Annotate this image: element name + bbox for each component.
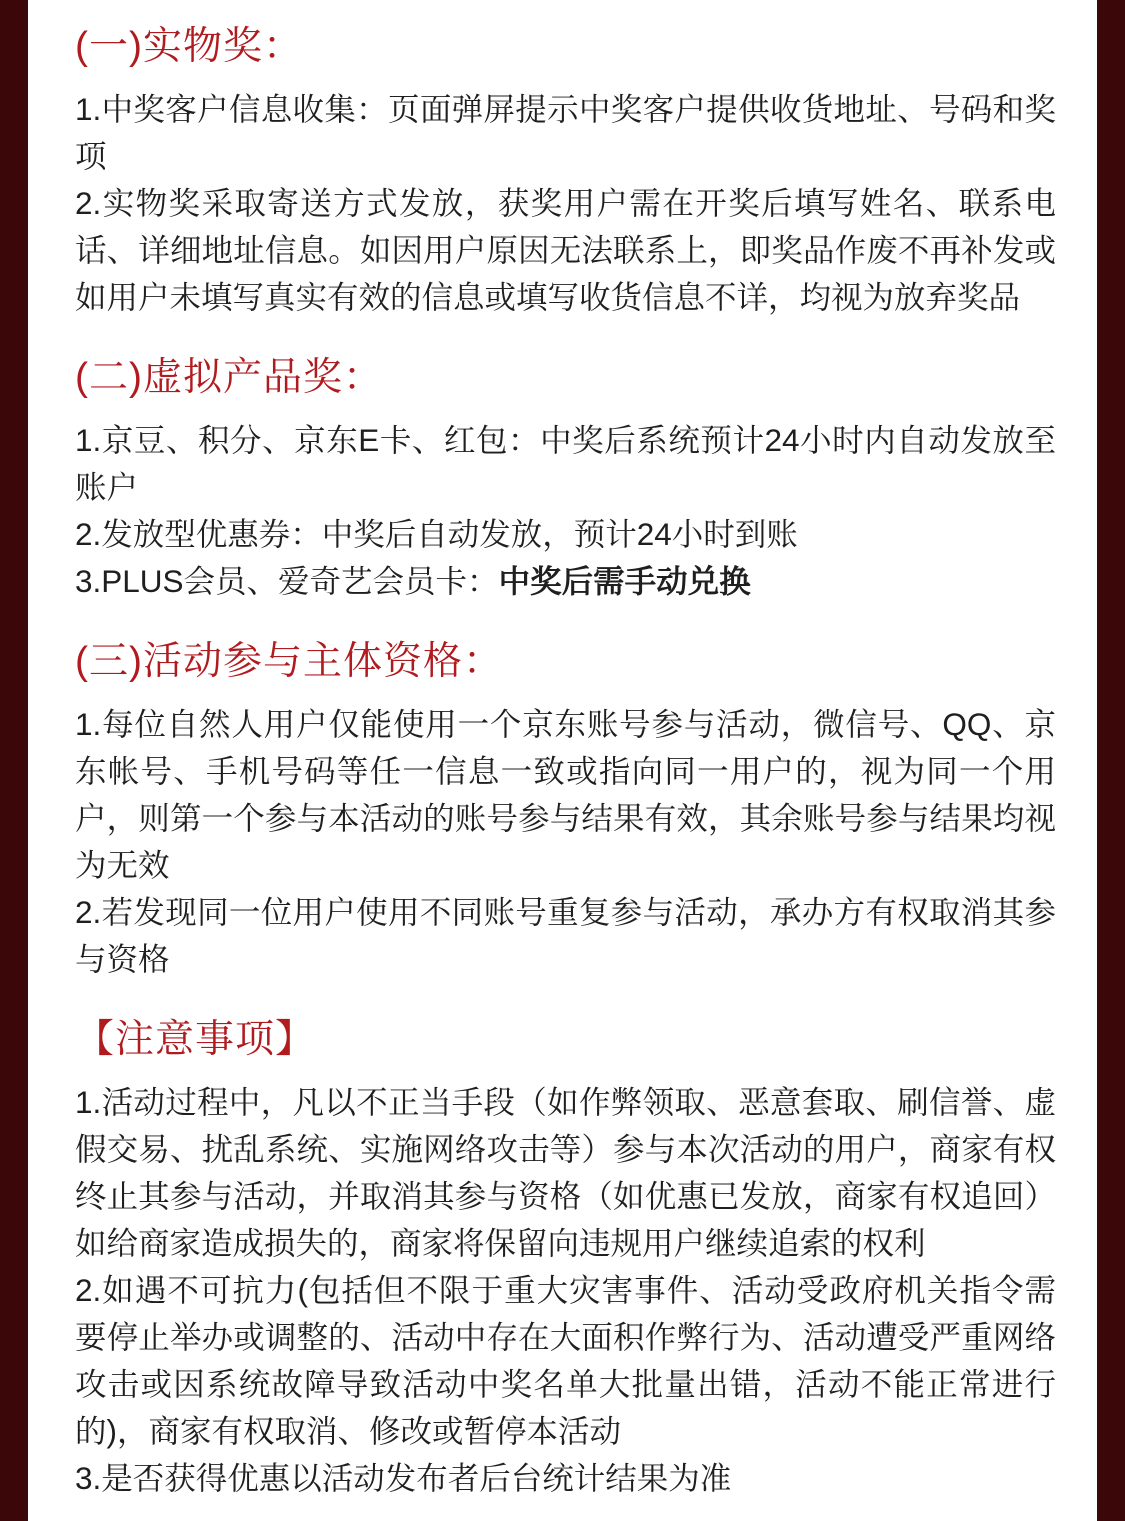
rule-item: 3.是否获得优惠以活动发布者后台统计结果为准 [75,1460,732,1496]
section-heading-notes: 【注意事项】 [75,1018,316,1061]
rule-item: 1.中奖客户信息收集：页面弹屏提示中奖客户提供收货地址、号码和奖项 [75,91,1056,174]
rule-item: 1.活动过程中，凡以不正当手段（如作弊领取、恶意套取、刷信誉、虚假交易、扰乱系统、实施网络攻击等）参与本次活动的用户，商家有权终止其参与活动，并取消其参与资格（如优惠已发放，商家有权追回）如给商家造成损失的，商家将保留向违规用户继续追索的权利 [75,1084,1056,1261]
section-physical-prize [75,20,1056,321]
right-border-decoration [1097,0,1125,1521]
section-heading-virtual-prize: (二)虚拟产品奖： [75,356,383,399]
rule-item [75,558,1056,605]
rule-item-prefix: 3.PLUS会员、爱奇艺会员卡： [75,563,499,599]
rule-item: 2.若发现同一位用户使用不同账号重复参与活动，承办方有权取消其参与资格 [75,894,1056,977]
section-heading-eligibility: (三)活动参与主体资格： [75,640,503,683]
rule-item: 2.实物奖采取寄送方式发放，获奖用户需在开奖后填写姓名、联系电话、详细地址信息。如因用户原因无法联系上，即奖品作废不再补发或如用户未填写真实有效的信息或填写收货信息不详，均视为放弃奖品 [75,185,1056,315]
rule-item: 2.如遇不可抗力(包括但不限于重大灾害事件、活动受政府机关指令需要停止举办或调整的、活动中存在大面积作弊行为、活动遭受严重网络攻击或因系统故障导致活动中奖名单大批量出错，活动不能正常进行的)，商家有权取消、修改或暂停本活动 [75,1272,1056,1449]
section-notes [75,1013,1056,1502]
section-eligibility [75,635,1056,983]
section-heading-physical-prize: (一)实物奖： [75,25,303,68]
rules-content [28,0,1097,1521]
rule-item: 1.每位自然人用户仅能使用一个京东账号参与活动，微信号、QQ、京东帐号、手机号码等任一信息一致或指向同一用户的，视为同一个用户，则第一个参与本活动的账号参与结果有效，其余账号参与结果均视为无效 [75,706,1056,883]
rule-item-bold-note: 中奖后需手动兑换 [498,563,751,599]
section-virtual-prize [75,351,1056,605]
left-border-decoration [0,0,28,1521]
rule-item: 1.京豆、积分、京东E卡、红包：中奖后系统预计24小时内自动发放至账户 [75,422,1056,505]
rule-item: 2.发放型优惠券：中奖后自动发放，预计24小时到账 [75,516,798,552]
